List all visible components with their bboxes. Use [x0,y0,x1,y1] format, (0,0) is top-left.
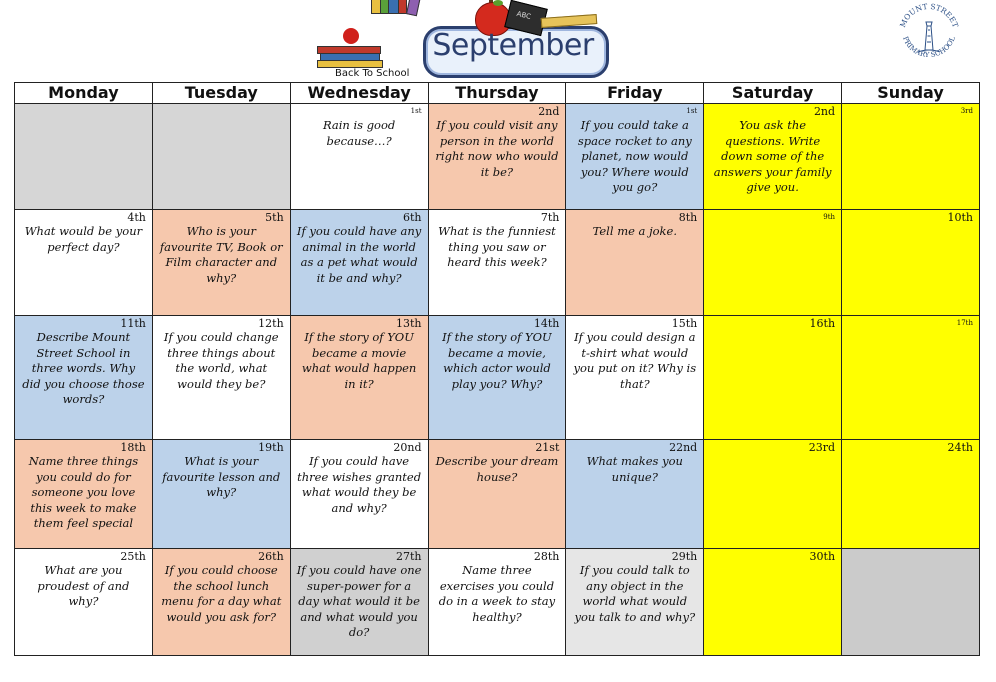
day-cell [428,210,566,316]
day-cell [566,316,704,440]
day-prompt: If you could have one super-power for a day what would it be and what would you do? [296,563,422,639]
day-cell [704,210,842,316]
weekday-header: Wednesday [290,83,428,104]
day-cell [842,549,980,656]
day-number: 9th [823,213,836,221]
day-prompt: Name three exercises you could do in a week to stay healthy? [438,563,556,624]
lighthouse-icon [918,22,940,52]
weekday-header: Friday [566,83,704,104]
day-cell [428,440,566,549]
day-cell [428,549,566,656]
day-number: 18th [120,441,146,454]
day-cell [842,440,980,549]
svg-text:PRIMARY SCHOOL [901,35,957,59]
calendar-grid [14,82,980,656]
day-number: 24th [947,441,973,454]
day-number: 15th [671,317,698,330]
day-cell [152,104,290,210]
day-number: 1st [686,107,698,115]
day-prompt: What is your favourite lesson and why? [162,454,281,499]
day-prompt: Who is your favourite TV, Book or Film character and why? [159,224,283,285]
weekday-header: Tuesday [152,83,290,104]
day-cell [428,316,566,440]
month-banner [423,0,608,80]
day-number [153,104,290,118]
day-prompt: You ask the questions. Write down some of the answers your family give you. [713,118,832,194]
day-prompt: If you could take a space rocket to any planet, now would you? Where would you go? [577,118,692,194]
logo-top-text: MOUNT STREET [898,1,960,29]
day-number: 20nd [393,441,422,454]
day-cell [15,440,153,549]
day-cell [566,549,704,656]
day-cell [704,104,842,210]
day-prompt: If you could visit any person in the world right now who would it be? [435,118,559,179]
day-cell [15,549,153,656]
apple-icon [343,28,359,44]
day-number: 29th [671,550,698,563]
day-cell [290,440,428,549]
day-prompt: Describe your dream house? [435,454,559,484]
day-cell [842,104,980,210]
day-number: 2nd [813,105,836,118]
day-prompt: If you could design a t-shirt what would you put on it? Why is that? [573,330,697,391]
day-number [15,104,152,118]
day-prompt: Describe Mount Street School in three words. Why did you choose those words? [22,330,145,406]
leaf-icon [493,0,503,6]
day-cell [290,104,428,210]
day-prompt: If the story of YOU became a movie what would happen in it? [301,330,417,391]
day-prompt: Tell me a joke. [592,224,677,238]
day-number: 19th [258,441,284,454]
day-number: 16th [809,317,836,330]
day-number: 26th [258,550,284,563]
day-prompt: If you could choose the school lunch menu for a day what would you ask for? [161,563,282,624]
day-number: 2nd [538,105,560,118]
day-prompt: What makes you unique? [586,454,683,484]
day-cell [704,316,842,440]
week-row [15,316,980,440]
day-cell [704,440,842,549]
day-number: 12th [258,317,284,330]
day-number: 11th [120,317,146,330]
day-number: 21st [535,441,560,454]
day-number: 25th [120,550,146,563]
day-cell [152,316,290,440]
weekday-header: Monday [15,83,153,104]
day-number: 5th [265,211,284,224]
day-number: 4th [127,211,146,224]
day-cell [842,210,980,316]
day-number: 30th [809,550,836,563]
day-cell [15,210,153,316]
week-row [15,210,980,316]
day-cell [290,316,428,440]
day-number: 3rd [960,107,973,115]
book-icon: ABC [504,0,548,36]
day-number: 7th [540,211,560,224]
school-logo [894,0,964,70]
day-cell [152,440,290,549]
clipart-caption: Back To School [335,68,410,79]
weekday-header: Sunday [842,83,980,104]
day-cell [152,210,290,316]
day-prompt: What are you proudest of and why? [37,563,130,608]
day-prompt: If you could have three wishes granted what would they be and why? [297,454,422,515]
day-number: 28th [533,550,560,563]
day-prompt: What would be your perfect day? [24,224,143,254]
back-to-school-clipart [313,8,421,80]
week-row [15,440,980,549]
day-cell [704,549,842,656]
day-prompt: Name three things you could do for someone you love this week to make them feel special [28,454,139,530]
day-cell [290,549,428,656]
svg-text:MOUNT STREET [898,2,960,29]
day-number: 17th [956,319,973,327]
day-cell [842,316,980,440]
day-cell [566,440,704,549]
day-number: 8th [678,211,698,224]
day-prompt: Rain is good because…? [322,118,396,148]
book-stack-icon [317,46,383,66]
weekday-header: Thursday [428,83,566,104]
week-row [15,549,980,656]
day-cell [152,549,290,656]
day-prompt: If you could change three things about the world, what would they be? [163,330,279,391]
day-prompt: If you could talk to any object in the world what would you talk to and why? [574,563,696,624]
weekday-header-row [15,83,980,104]
day-prompt: What is the funniest thing you saw or heard this week? [438,224,556,269]
day-prompt: If the story of YOU became a movie, which actor would play you? Why? [442,330,552,391]
week-row [15,104,980,210]
day-prompt: If you could have any animal in the world as a pet what would it be and why? [296,224,422,285]
day-cell [15,316,153,440]
day-number: 1st [410,107,422,115]
day-cell [566,210,704,316]
day-number: 6th [403,211,422,224]
day-cell [15,104,153,210]
day-cell [428,104,566,210]
day-number: 22nd [669,441,698,454]
weekday-header: Saturday [704,83,842,104]
day-number [842,549,979,563]
day-number: 13th [396,317,422,330]
day-cell [290,210,428,316]
day-number: 27th [396,550,422,563]
day-number: 14th [533,317,560,330]
day-number: 23rd [808,441,836,454]
day-number: 10th [947,211,973,224]
logo-bottom-text: PRIMARY SCHOOL [901,35,957,60]
day-cell [566,104,704,210]
month-title: September [432,28,594,63]
